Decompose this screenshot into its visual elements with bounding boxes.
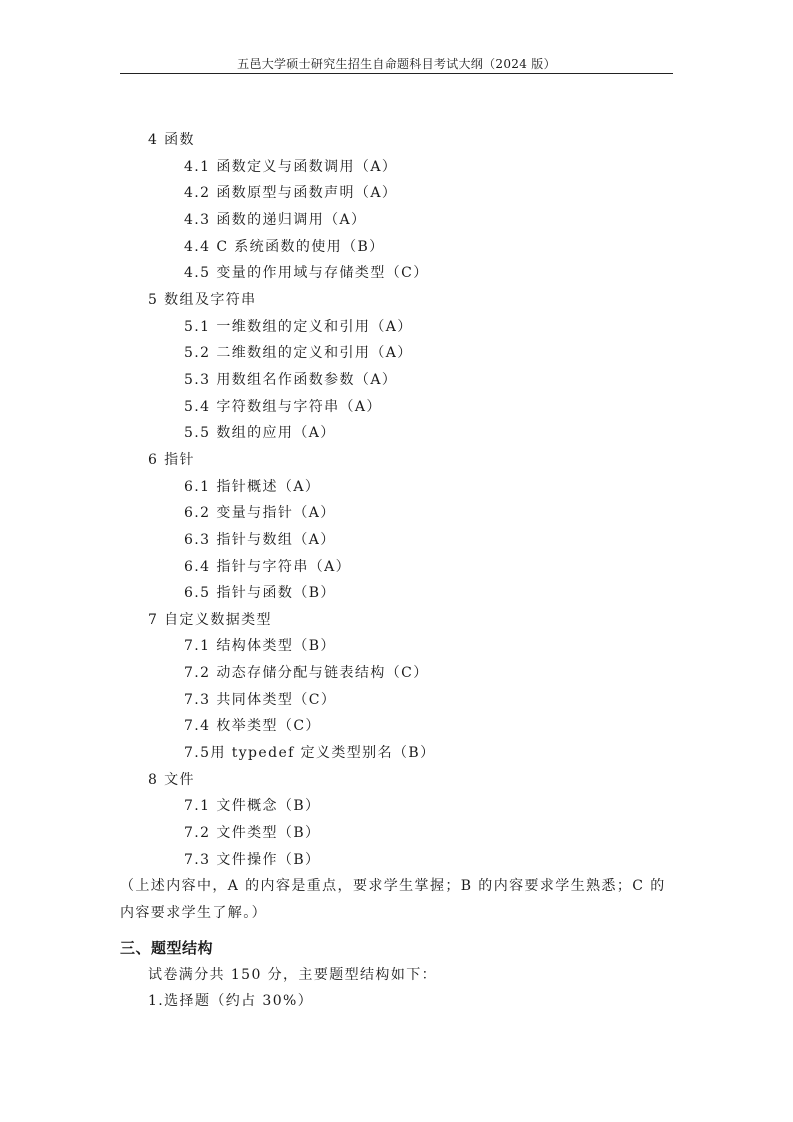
section-title: 4 函数 (148, 132, 195, 148)
note-line: （上述内容中，A 的内容是重点，要求学生掌握；B 的内容要求学生熟悉；C 的 (120, 878, 666, 894)
outline-item: 7.2 动态存储分配与链表结构（C） (184, 665, 429, 681)
note-line: 内容要求学生了解。） (120, 905, 267, 921)
outline-item: 7.3 共同体类型（C） (184, 692, 337, 708)
outline-item: 7.1 结构体类型（B） (184, 638, 336, 654)
outline-item: 4.1 函数定义与函数调用（A） (184, 159, 398, 175)
outline-item: 5.4 字符数组与字符串（A） (184, 399, 382, 415)
outline-item: 7.1 文件概念（B） (184, 798, 321, 814)
outline-item: 4.3 函数的递归调用（A） (184, 212, 367, 228)
outline-item: 7.4 枚举类型（C） (184, 718, 321, 734)
outline-item: 5.2 二维数组的定义和引用（A） (184, 345, 413, 361)
outline-item: 4.5 变量的作用域与存储类型（C） (184, 265, 429, 281)
section-title: 5 数组及字符串 (148, 292, 257, 308)
outline-item: 6.4 指针与字符串（A） (184, 559, 352, 575)
outline-item: 6.1 指针概述（A） (184, 479, 321, 495)
outline-item: 6.5 指针与函数（B） (184, 585, 336, 601)
outline-item: 7.2 文件类型（B） (184, 825, 321, 841)
section-title: 8 文件 (148, 772, 195, 788)
outline-item: 4.4 C 系统函数的使用（B） (184, 239, 385, 255)
outline-item: 5.1 一维数组的定义和引用（A） (184, 319, 413, 335)
section-title: 7 自定义数据类型 (148, 612, 272, 628)
header-title: 五邑大学硕士研究生招生自命题科目考试大纲（2024 版） (237, 57, 556, 71)
outline-item: 5.5 数组的应用（A） (184, 425, 336, 441)
outline-item: 6.3 指针与数组（A） (184, 532, 336, 548)
outline-item: 7.5用 typedef 定义类型别名（B） (184, 745, 436, 761)
section-heading: 三、题型结构 (120, 939, 214, 957)
paragraph: 试卷满分共 150 分，主要题型结构如下： (148, 967, 438, 983)
outline-item: 7.3 文件操作（B） (184, 852, 321, 868)
outline-item: 5.3 用数组名作函数参数（A） (184, 372, 398, 388)
outline-item: 4.2 函数原型与函数声明（A） (184, 185, 398, 201)
section-title: 6 指针 (148, 452, 195, 468)
outline-item: 6.2 变量与指针（A） (184, 505, 336, 521)
list-item: 1.选择题（约占 30%） (148, 993, 314, 1009)
header-divider (120, 73, 673, 74)
